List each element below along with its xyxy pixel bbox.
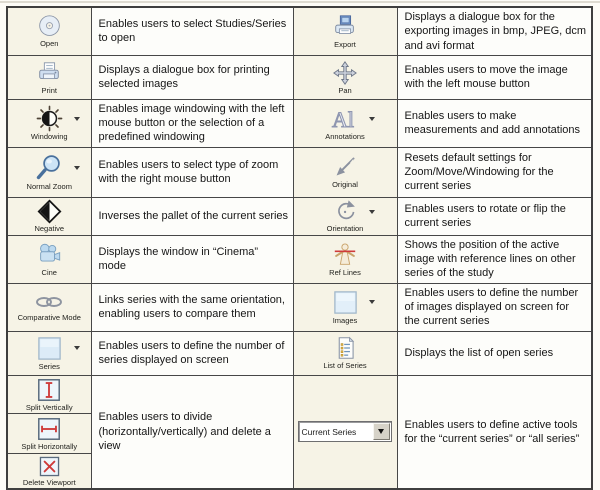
tool-description: Enables users to select Studies/Series to open: [91, 7, 293, 55]
original-icon: [333, 155, 358, 180]
tool-description: Displays the window in “Cinema” mode: [91, 235, 293, 283]
windowing-tool-cell: [7, 99, 91, 147]
tool-label: Orientation: [326, 224, 364, 234]
tool-label: Annotations: [325, 131, 365, 141]
split-vertically-icon: [36, 377, 62, 403]
scan-artifact-line: [0, 1, 600, 3]
chevron-down-icon: [369, 117, 375, 121]
tool-label: Split Vertically: [25, 402, 73, 412]
tool-label: Export: [334, 39, 356, 49]
tool-label: List of Series: [323, 361, 367, 371]
ref-lines-tool-cell: [293, 235, 397, 283]
list-of-series-icon: [333, 335, 358, 361]
tool-label: Images: [332, 315, 358, 325]
orientation-icon: [333, 199, 358, 224]
tool-label: Normal Zoom: [26, 181, 72, 191]
table-row: [7, 331, 592, 375]
split-delete-description: Enables users to divide (horizontally/vertically) and delete a view: [91, 375, 293, 489]
list-of-series-tool-cell: [293, 331, 397, 375]
tool-label: Open: [40, 39, 59, 49]
chevron-down-icon: [74, 166, 80, 170]
images-icon: [332, 289, 359, 316]
tool-label: Negative: [34, 224, 65, 234]
tool-description: Inverses the pallet of the current series: [91, 197, 293, 235]
split-horizontally-tool-cell: [7, 413, 91, 453]
delete-viewport-icon: [38, 455, 61, 478]
open-tool-cell: [7, 7, 91, 55]
table-row: [7, 283, 592, 331]
table-row: [7, 147, 592, 197]
negative-icon: [37, 199, 62, 224]
normal-zoom-icon: [35, 154, 63, 182]
series-tool-cell: [7, 331, 91, 375]
tool-description: Displays a dialogue box for the exporting images in bmp, JPEG, dcm and avi format: [397, 7, 592, 55]
combobox-value: Current Series: [301, 426, 357, 437]
tool-description: Enables users to rotate or flip the current series: [397, 197, 592, 235]
cine-tool-cell: [7, 235, 91, 283]
comparative-mode-icon: [33, 294, 65, 310]
tool-label: Print: [41, 85, 57, 95]
table-row: [7, 7, 592, 55]
tool-label: Ref Lines: [329, 267, 361, 277]
print-tool-cell: [7, 55, 91, 99]
export-icon: [332, 14, 358, 40]
series-icon: [36, 335, 63, 362]
open-icon: [37, 14, 62, 39]
table-row: [7, 55, 592, 99]
tool-label: Series: [38, 361, 60, 371]
svg-text:Al: Al: [332, 106, 354, 132]
tool-description: Displays a dialogue box for printing selected images: [91, 55, 293, 99]
normal-zoom-tool-cell: [7, 147, 91, 197]
table-row: [7, 197, 592, 235]
cine-icon: [36, 242, 62, 268]
tool-description: Enables users to make measurements and add annotations: [397, 99, 592, 147]
active-tools-description: Enables users to define active tools for the “current series” or “all series”: [397, 375, 592, 489]
split-vertically-tool-cell: [7, 375, 91, 413]
tool-label: Split Horizontally: [21, 441, 78, 451]
chevron-down-icon: [369, 210, 375, 214]
tool-description: Enables users to define the number of images displayed on screen for the current series: [397, 283, 592, 331]
pan-tool-cell: [293, 55, 397, 99]
tool-label: Pan: [338, 85, 352, 95]
tool-description: Enables users to define the number of series displayed on screen: [91, 331, 293, 375]
tool-label: Windowing: [30, 132, 68, 142]
delete-viewport-tool-cell: [7, 453, 91, 489]
annotations-icon: [328, 106, 362, 132]
tool-description: Enables image windowing with the left mouse button or the selection of a predefined windowing: [91, 99, 293, 147]
tool-description: Enables users to move the image with the left mouse button: [397, 55, 592, 99]
active-tools-combobox-cell: [293, 375, 397, 489]
tool-label: Cine: [41, 267, 57, 277]
print-icon: [36, 60, 62, 86]
comparative-mode-tool-cell: [7, 283, 91, 331]
tool-description: Enables users to select type of zoom with the right mouse button: [91, 147, 293, 197]
pan-icon: [332, 60, 358, 86]
tool-description: Resets default settings for Zoom/Move/Windowing for the current series: [397, 147, 592, 197]
tool-label: Comparative Mode: [17, 313, 81, 323]
chevron-down-icon: [74, 346, 80, 350]
toolbar-reference-table: [6, 6, 593, 490]
combobox-dropdown-button[interactable]: [373, 423, 390, 440]
annotations-tool-cell: [293, 99, 397, 147]
chevron-down-icon: [74, 117, 80, 121]
table-row: [7, 375, 592, 413]
active-tools-combobox[interactable]: [298, 421, 392, 442]
original-tool-cell: [293, 147, 397, 197]
tool-description: Links series with the same orientation, enabling users to compare them: [91, 283, 293, 331]
export-tool-cell: [293, 7, 397, 55]
tool-label: Original: [332, 180, 358, 190]
ref-lines-icon: [332, 242, 358, 268]
table-row: [7, 99, 592, 147]
chevron-down-icon: [378, 429, 384, 434]
tool-description: Displays the list of open series: [397, 331, 592, 375]
split-horizontally-icon: [36, 416, 62, 442]
images-tool-cell: [293, 283, 397, 331]
orientation-tool-cell: [293, 197, 397, 235]
table-row: [7, 235, 592, 283]
negative-tool-cell: [7, 197, 91, 235]
tool-description: Shows the position of the active image with reference lines on other series of the study: [397, 235, 592, 283]
chevron-down-icon: [369, 300, 375, 304]
windowing-icon: [36, 105, 63, 132]
tool-label: Delete Viewport: [22, 477, 76, 487]
